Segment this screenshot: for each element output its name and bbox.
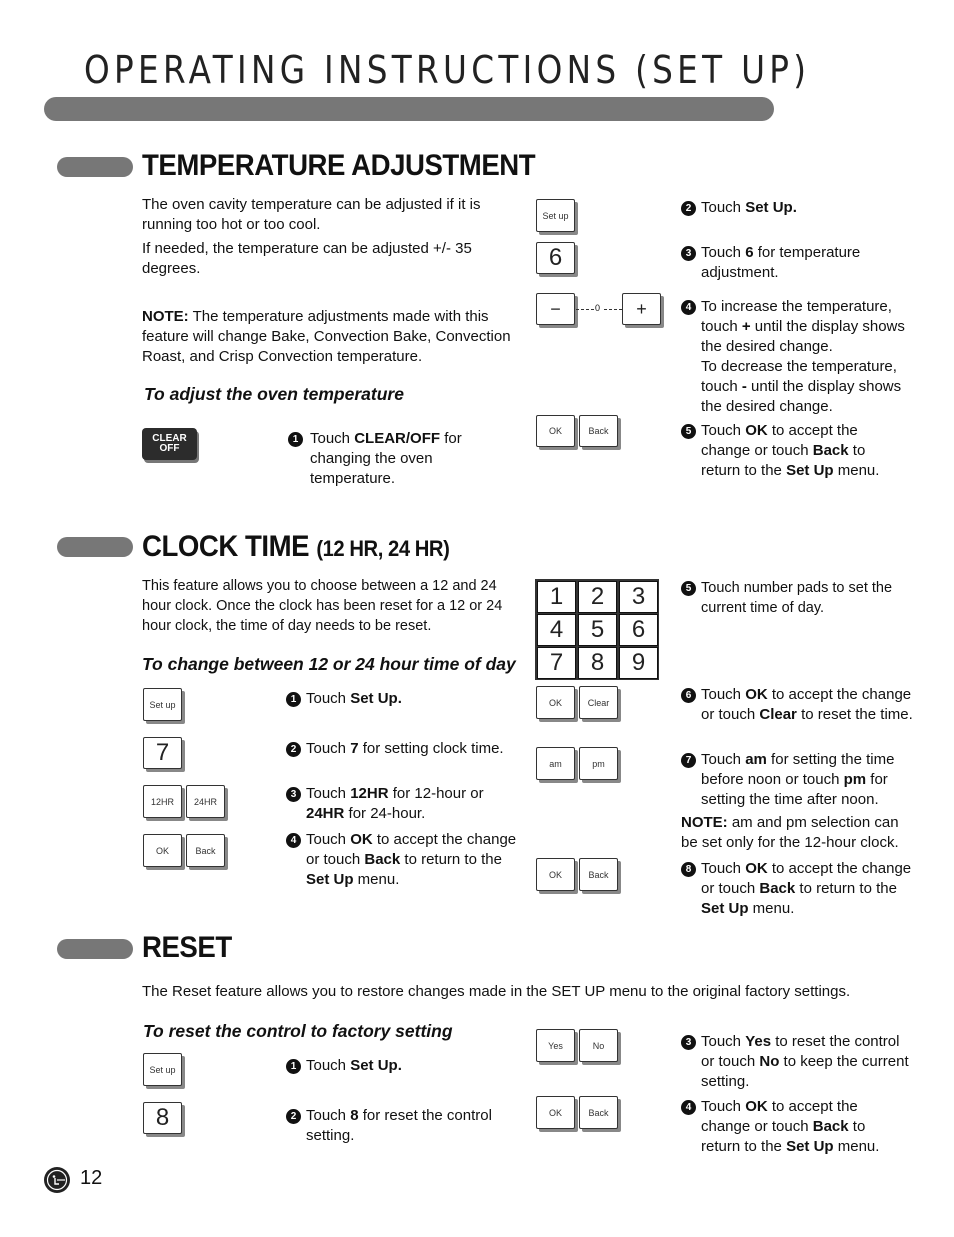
step-text: Back bbox=[759, 880, 796, 897]
key-2-button[interactable]: 2 bbox=[578, 581, 617, 613]
step-body bbox=[306, 689, 402, 709]
lg-logo-icon bbox=[44, 1167, 70, 1193]
step-text: Set Up bbox=[786, 1138, 834, 1155]
step-text: 3 bbox=[286, 787, 301, 802]
step-body bbox=[701, 1097, 901, 1157]
step-body bbox=[701, 243, 901, 283]
key-8-button[interactable]: 8 bbox=[143, 1102, 182, 1134]
dash-line bbox=[604, 309, 622, 310]
dash-line bbox=[576, 309, 594, 310]
temp-step-2 bbox=[681, 198, 911, 218]
step-text: to reset the time. bbox=[796, 706, 913, 723]
step-text: Clear bbox=[759, 706, 797, 723]
ok-button[interactable]: OK bbox=[143, 834, 182, 867]
step-text: to return to the bbox=[701, 1118, 866, 1155]
clear-off-line-2: OFF bbox=[159, 443, 180, 454]
step-text: 4 bbox=[681, 300, 696, 315]
step-text: am bbox=[745, 751, 767, 768]
step-text: Touch bbox=[306, 831, 351, 848]
step-text: until the display shows the desired change. bbox=[701, 318, 905, 355]
step-text: CLOCK TIME bbox=[142, 530, 310, 563]
step-text: am and pm selection can be set only for the 12-hour clock. bbox=[681, 814, 899, 851]
ok-button[interactable]: OK bbox=[536, 1096, 575, 1129]
step-text: OK bbox=[745, 686, 768, 703]
page-title: OPERATING INSTRUCTIONS (SET UP) bbox=[84, 48, 811, 92]
clock-subheading: To change between 12 or 24 hour time of day bbox=[142, 654, 516, 674]
step-text: to accept the change or touch bbox=[701, 1098, 858, 1135]
step-text: 4 bbox=[681, 1100, 696, 1115]
clock-step-4 bbox=[286, 830, 517, 888]
temp-step-3 bbox=[681, 243, 911, 281]
step-text: 2 bbox=[681, 201, 696, 216]
step-text: Back bbox=[812, 442, 849, 459]
step-text: for 12-hour or bbox=[388, 785, 484, 802]
step-text: No bbox=[759, 1053, 780, 1070]
step-text: to reset the control or touch bbox=[701, 1033, 900, 1070]
note-label: NOTE: bbox=[142, 308, 189, 325]
step-text: To decrease the temperature, touch bbox=[701, 358, 897, 395]
yes-button[interactable]: Yes bbox=[536, 1029, 575, 1062]
step-text: OK bbox=[745, 860, 768, 877]
step-text: 1 bbox=[286, 1059, 301, 1074]
step-text: for reset the control setting. bbox=[306, 1107, 492, 1144]
step-body bbox=[701, 198, 797, 218]
step-text: menu. bbox=[833, 462, 880, 479]
reset-heading: RESET bbox=[142, 931, 232, 964]
temp-step-1 bbox=[288, 429, 488, 487]
step-text: 6 bbox=[745, 244, 754, 261]
step-text: Touch bbox=[310, 430, 355, 447]
reset-step-2 bbox=[286, 1106, 506, 1144]
24hr-button[interactable]: 24HR bbox=[186, 785, 225, 818]
zero-label: 0 bbox=[595, 303, 601, 313]
key-6-button[interactable]: 6 bbox=[536, 242, 575, 274]
step-text: Set Up. bbox=[745, 199, 797, 216]
step-text: Touch bbox=[306, 785, 351, 802]
setup-button[interactable]: Set up bbox=[536, 199, 575, 232]
step-text: - bbox=[741, 378, 747, 395]
clock-step-7 bbox=[681, 750, 911, 808]
key-9-button[interactable]: 9 bbox=[619, 647, 658, 679]
no-button[interactable]: No bbox=[579, 1029, 618, 1062]
step-text: Touch number pads to set the current time of day. bbox=[701, 580, 893, 616]
temperature-heading: TEMPERATURE ADJUSTMENT bbox=[142, 149, 536, 182]
back-button[interactable]: Back bbox=[579, 858, 618, 891]
key-7-button[interactable]: 7 bbox=[537, 647, 576, 679]
step-text: pm bbox=[843, 771, 867, 788]
step-text: to accept the change or touch bbox=[701, 860, 912, 897]
section-pill bbox=[57, 157, 133, 177]
reset-subheading: To reset the control to factory setting bbox=[143, 1021, 453, 1041]
pm-button[interactable]: pm bbox=[579, 747, 618, 780]
temp-step-5 bbox=[681, 421, 911, 479]
12hr-button[interactable]: 12HR bbox=[143, 785, 182, 818]
step-body bbox=[701, 421, 901, 481]
step-text: Touch bbox=[701, 686, 746, 703]
step-body bbox=[701, 685, 913, 725]
step-text: 2 bbox=[286, 1109, 301, 1124]
key-8-button[interactable]: 8 bbox=[578, 647, 617, 679]
step-text: Touch bbox=[306, 1057, 351, 1074]
clear-off-line-1: CLEAR bbox=[152, 433, 187, 444]
clock-intro: This feature allows you to choose between a 12 and 24 hour clock. Once the clock has been reset for a 12 or 24 hour clock, the time of day needs to be reset. bbox=[142, 578, 503, 634]
step-text: OK bbox=[745, 1098, 768, 1115]
clear-button[interactable]: Clear bbox=[579, 686, 618, 719]
step-text: to return to the bbox=[701, 442, 866, 479]
step-text: Touch bbox=[306, 1107, 351, 1124]
step-text: Set Up bbox=[306, 871, 354, 888]
plus-button[interactable]: + bbox=[622, 293, 661, 325]
step-text: for setting the time after noon. bbox=[701, 771, 888, 808]
clock-step-1 bbox=[286, 689, 506, 709]
reset-step-4 bbox=[681, 1097, 911, 1155]
step-text: 5 bbox=[681, 424, 696, 439]
step-body bbox=[701, 750, 901, 810]
key-5-button[interactable]: 5 bbox=[578, 614, 617, 646]
clock-step-5 bbox=[681, 578, 911, 616]
clock-step-6 bbox=[681, 685, 913, 723]
number-keypad bbox=[535, 579, 659, 680]
step-text: Set Up. bbox=[350, 690, 402, 707]
step-text: 7 bbox=[350, 740, 359, 757]
step-body bbox=[701, 859, 913, 919]
step-text: 7 bbox=[681, 753, 696, 768]
am-button[interactable]: am bbox=[536, 747, 575, 780]
step-text: 5 bbox=[681, 581, 696, 596]
step-text: Touch bbox=[306, 740, 351, 757]
step-text: Set Up bbox=[701, 900, 749, 917]
clear-off-button[interactable] bbox=[142, 428, 197, 460]
reset-intro: The Reset feature allows you to restore changes made in the SET UP menu to the original factory settings. bbox=[142, 983, 851, 1000]
lg-logo-icon bbox=[44, 1167, 70, 1193]
step-text: + bbox=[741, 318, 751, 335]
step-text: OK bbox=[350, 831, 373, 848]
section-pill bbox=[57, 939, 133, 959]
ok-button[interactable]: OK bbox=[536, 415, 575, 447]
title-bar bbox=[44, 97, 774, 121]
step-body bbox=[306, 784, 506, 824]
step-text: to accept the change or touch bbox=[701, 686, 912, 723]
reset-step-3 bbox=[681, 1032, 911, 1090]
step-text: for 24-hour. bbox=[344, 805, 426, 822]
step-text: 2 bbox=[286, 742, 301, 757]
temp-step-4 bbox=[681, 297, 911, 415]
step-text: 3 bbox=[681, 1035, 696, 1050]
step-body bbox=[306, 830, 518, 890]
minus-button[interactable]: − bbox=[536, 293, 575, 325]
step-text: menu. bbox=[353, 871, 400, 888]
page-number: 12 bbox=[80, 1167, 103, 1189]
step-text: Back bbox=[812, 1118, 849, 1135]
key-4-button[interactable]: 4 bbox=[537, 614, 576, 646]
temperature-subheading: To adjust the oven temperature bbox=[144, 384, 404, 404]
step-body bbox=[701, 1032, 911, 1092]
ok-button[interactable]: OK bbox=[536, 858, 575, 891]
back-button[interactable]: Back bbox=[579, 1096, 618, 1129]
step-text: To increase the temperature, touch bbox=[701, 298, 892, 335]
step-text: to return to the bbox=[795, 880, 897, 897]
step-text: 1 bbox=[286, 692, 301, 707]
step-body bbox=[701, 297, 911, 417]
step-body bbox=[701, 578, 906, 618]
step-text: 8 bbox=[350, 1107, 359, 1124]
temperature-note bbox=[142, 307, 522, 367]
key-6-button[interactable]: 6 bbox=[619, 614, 658, 646]
step-text: 4 bbox=[286, 833, 301, 848]
step-text: Set Up bbox=[786, 462, 834, 479]
step-text: OK bbox=[745, 422, 768, 439]
reset-step-1 bbox=[286, 1056, 506, 1076]
clock-heading-sub: (12 HR, 24 HR) bbox=[316, 536, 450, 561]
step-text: Touch bbox=[306, 690, 351, 707]
clock-step-8 bbox=[681, 859, 912, 917]
step-text: Touch bbox=[701, 244, 746, 261]
step-text: Back bbox=[364, 851, 401, 868]
clock-note bbox=[681, 813, 906, 853]
step-body bbox=[306, 1056, 402, 1076]
section-pill bbox=[57, 537, 133, 557]
step-text: to keep the current setting. bbox=[701, 1053, 909, 1090]
step-text: to return to the bbox=[400, 851, 502, 868]
step-text: Touch bbox=[701, 751, 746, 768]
step-text: Touch bbox=[701, 1098, 746, 1115]
temperature-intro-1: The oven cavity temperature can be adjusted if it is running too hot or too cool. bbox=[142, 196, 481, 233]
note-text: The temperature adjustments made with this feature will change Bake, Convection Bake, Convection Roast, and Crisp Convection temperature. bbox=[142, 308, 511, 365]
key-7-button[interactable]: 7 bbox=[143, 737, 182, 769]
step-text: for temperature adjustment. bbox=[701, 244, 861, 281]
setup-button[interactable]: Set up bbox=[143, 1053, 182, 1086]
step-body bbox=[306, 1106, 511, 1146]
clock-step-2 bbox=[286, 739, 506, 759]
step-text: Yes bbox=[745, 1033, 772, 1050]
step-text: 12HR bbox=[350, 785, 389, 802]
step-text: 3 bbox=[681, 246, 696, 261]
step-text: Touch bbox=[701, 860, 746, 877]
step-text: to accept the change or touch bbox=[306, 831, 517, 868]
step-text: Touch bbox=[701, 1033, 746, 1050]
setup-button[interactable]: Set up bbox=[143, 688, 182, 721]
step-text: 6 bbox=[681, 688, 696, 703]
clock-step-3 bbox=[286, 784, 506, 822]
step-text: 8 bbox=[681, 862, 696, 877]
ok-button[interactable]: OK bbox=[536, 686, 575, 719]
step-text: menu. bbox=[748, 900, 795, 917]
back-button[interactable]: Back bbox=[579, 415, 618, 447]
step-text: Touch bbox=[701, 422, 746, 439]
step-text: Touch bbox=[701, 199, 746, 216]
step-body bbox=[306, 739, 516, 759]
step-text: Set Up. bbox=[350, 1057, 402, 1074]
step-text: to accept the change or touch bbox=[701, 422, 858, 459]
step-number: 1 bbox=[288, 432, 303, 447]
step-text: 24HR bbox=[306, 805, 345, 822]
back-button[interactable]: Back bbox=[186, 834, 225, 867]
step-text: for setting clock time. bbox=[358, 740, 504, 757]
step-text: for changing the oven temperature. bbox=[310, 430, 462, 487]
step-text: NOTE: bbox=[681, 814, 728, 831]
step-text: until the display shows the desired change. bbox=[701, 378, 902, 415]
temperature-intro-2: If needed, the temperature can be adjusted +/- 35 degrees. bbox=[142, 240, 472, 277]
clock-heading bbox=[142, 530, 449, 564]
step-text: CLEAR/OFF bbox=[354, 430, 441, 447]
key-1-button[interactable]: 1 bbox=[537, 581, 576, 613]
step-text: for setting the time before noon or touch bbox=[701, 751, 895, 788]
step-text: menu. bbox=[833, 1138, 880, 1155]
key-3-button[interactable]: 3 bbox=[619, 581, 658, 613]
step-body bbox=[310, 429, 488, 489]
